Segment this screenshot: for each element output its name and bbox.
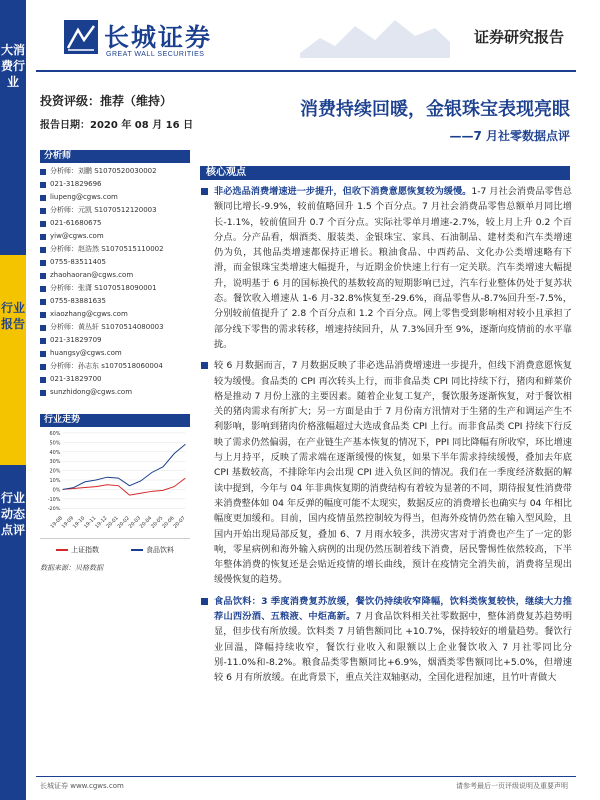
legend-label-food: 食品饮料 [146, 546, 174, 554]
x-tick-label: 19-12 [94, 515, 109, 530]
x-tick-label: 20-07 [172, 515, 187, 530]
y-tick-label: 0% [52, 487, 61, 494]
sidebar-highlight [0, 255, 26, 465]
logo-text-cn: 长城证券 [104, 23, 213, 52]
series-line-food [62, 444, 185, 489]
analyst-row [40, 256, 190, 269]
analyst-row [40, 191, 190, 204]
analyst-row-text: 分析师：赵浩然 S1070515110002 [50, 245, 164, 253]
y-tick-label: 40% [49, 449, 61, 456]
contact-icon [40, 351, 46, 357]
header-divider [36, 70, 576, 72]
analyst-row [40, 178, 190, 191]
analyst-row [40, 373, 190, 386]
contact-icon [40, 247, 46, 253]
analyst-row-text: sunzhidong@cgws.com [50, 388, 133, 396]
paragraph-text: 较 6 月数据而言，7 月数据反映了非必选品消费增速进一步提升，但线下消费意愿恢复较为缓慢。食品类的 CPI 再次转头上行，而非食品类 CPI 同比持续下行，猪肉和鲜菜价格是推动 7 月份上涨的主要因素。随着企业复工复产，餐饮服务逐渐恢复，对于餐饮相关的猪肉需求有所扩大；另一方面是由于 7 月份南方汛情对于生猪的生产和调运产生不利影响，影响到猪肉价格涨幅超过大选成食品类 CPI 上行。而非食品类 CPI 持续下行反映了需求仍然偏弱，在产业链生产基本恢复的情况下，PPI 同比降幅有所收窄，环比增速与上月持平，反映了需求端在逐渐缓慢的恢复，如果下半年需求持续缓慢，叠加去年底 CPI 基数较高，不排除年内会出现 CPI 进入负区间的情况。我们在一季度经济数据的解读中提到，今年与 04 年非典恢复期的消费结构有着较为显著的不同，期待报复性消费带来消费整体如 04 年反弹的幅度可能不太现实，数据反应的消费增长也确实与 04 年相比幅度更加缓和。目前，国内疫情虽然控制较为得当，但海外疫情仍然在输入型风险，且国内开始出现局部反复，叠加 6、7 月雨水较多，洪涝灾害对于消费也产生了一定的影响，零星病例和海外输入病例的出现仍然压制着线下消费，居民警惕性依然较高，下半年整体消费的恢复还是会贴近疫情的增长曲线，预计在疫情完全消失前，消费将呈现出缓慢恢复的趋势。 [214, 360, 572, 586]
y-tick-label: 50% [49, 440, 61, 447]
analyst-row [40, 282, 190, 295]
x-tick-label: 19-09 [60, 515, 76, 530]
analyst-row-text: 0755-83881635 [50, 297, 106, 305]
bullet-icon [201, 188, 208, 195]
contact-icon [40, 221, 46, 227]
paragraph-text: 1-7 月社会消费品零售总额同比增长-9.9%，较前值略回升 1.5 个百分点。7 月社会消费品零售总额单月同比增长-1.1%，较前值回升 0.7 个百分点。实际社零单月增速-2.7%，较上月上升 0.2 个百分点。分产品看，烟酒类、服装类、金银珠宝、家具、石油制品、建材类和汽车类增速仍为负，其他品类增速都保持正增长。粮油食品、中西药品、文化办公类增速略有下滑，而金银珠宝类增速大幅提升，与近期金价快速上行有一定关联。汽车类增速大幅提升，说明基于 6 月的国标换代的基数较高的短期影响已过，汽车行业整体仍处于复苏状态。餐饮收入增速从 1-6 月-32.8%恢复至-29.6%，商品零售从-8.7%回升至-7.5%，分别较前值提升了 2.8 个百分点和 1.2 个百分点。网上零售受到影响相对较小且承担了部分线下零售的需求转移，增速持续回升，从 7.3%回升至 9%，逐渐向疫情前的水平靠拢。 [214, 186, 572, 350]
industry-trend-panel [40, 414, 190, 573]
analyst-row [40, 243, 190, 256]
analyst-row-text: zhaohaoran@cgws.com [50, 271, 134, 279]
x-tick-label: 20-05 [150, 515, 165, 530]
contact-icon [40, 208, 46, 214]
category-sidebar [0, 0, 26, 800]
x-tick-label: 19-08 [49, 515, 64, 530]
analyst-panel [40, 150, 190, 399]
analyst-row [40, 321, 190, 334]
series-line-index [62, 478, 185, 495]
y-tick-label: 10% [49, 478, 61, 485]
y-tick-label: 60% [49, 430, 61, 437]
contact-icon [40, 312, 46, 318]
contact-icon [40, 260, 46, 266]
contact-icon [40, 195, 46, 201]
legend-label-index: 上证指数 [71, 546, 99, 554]
contact-icon [40, 390, 46, 396]
x-tick-label: 20-02 [116, 515, 131, 530]
y-tick-label: 20% [49, 468, 61, 475]
bullet-icon [201, 598, 208, 605]
analyst-row-text: xiaozhang@cgws.com [50, 310, 128, 318]
analyst-row-text: 021-61680675 [50, 219, 102, 227]
contact-icon [40, 273, 46, 279]
y-tick-label: -20% [47, 506, 61, 513]
contact-icon [40, 325, 46, 331]
analyst-list [40, 165, 190, 399]
analyst-row [40, 347, 190, 360]
analyst-row [40, 269, 190, 282]
chart-source: 数据来源：贝格数据 [40, 564, 103, 572]
bullet-icon [201, 362, 208, 369]
trend-header: 行业走势 [40, 414, 190, 427]
analyst-row-text: 分析师：张潇 S1070518090001 [50, 284, 157, 292]
legend-item-index [56, 545, 99, 555]
analyst-row [40, 360, 190, 373]
legend-swatch-red [56, 549, 68, 551]
contact-icon [40, 338, 46, 344]
report-date: 报告日期：2020 年 08 月 16 日 [40, 120, 194, 131]
industry-trend-chart [40, 427, 190, 539]
x-tick-label: 19-10 [71, 515, 87, 530]
x-tick-label: 20-03 [127, 515, 143, 530]
analyst-row [40, 217, 190, 230]
contact-icon [40, 286, 46, 292]
analyst-row [40, 308, 190, 321]
analyst-row-text: yiw@cgws.com [50, 232, 104, 240]
y-tick-label: -10% [47, 496, 61, 503]
x-tick-label: 19-11 [83, 515, 98, 530]
x-tick-label: 20-04 [138, 515, 154, 530]
paragraph-lead: 非必选品消费增速进一步提升，但收下消费意愿恢复较为缓慢。 [214, 186, 472, 197]
core-viewpoint-body [200, 184, 572, 692]
analyst-row-text: 021-31829696 [50, 180, 102, 188]
analyst-row-text: 分析师：黄丛轩 S1070514080003 [50, 323, 164, 331]
sidebar-top-label: 大消费行业 [0, 43, 25, 89]
company-logo [64, 18, 234, 62]
analyst-header: 分析师 [40, 150, 190, 163]
x-tick-label: 20-06 [161, 515, 176, 530]
investment-rating: 投资评级：推荐（维持） [40, 94, 173, 108]
analyst-row-text: 0755-83511405 [50, 258, 106, 266]
sidebar-mid-label: 行业报告 [0, 301, 25, 331]
page-subtitle: ——7 月社零数据点评 [449, 129, 570, 143]
contact-icon [40, 377, 46, 383]
y-tick-label: 30% [49, 459, 61, 466]
contact-icon [40, 182, 46, 188]
contact-icon [40, 364, 46, 370]
sidebar-bottom-label: 行业动态点评 [0, 491, 25, 537]
paragraph-text: 7 月食品饮料相关社零数据中，整体消费复苏趋势明显，但步伐有所放缓。饮料类 7 月销售额同比 +10.7%，保持较好的增量趋势。餐饮行业回温，降幅持续收窄，餐饮行业收入和限额以上企业餐饮收入 7 月社零同比分别-11.0%和-8.2%。粮食品类零售额同比+6.9%，烟酒类零售额同比+5.0%，但增速较 6 月有所放缓。在此背景下，重点关注双轴驱动，全国化进程加速，且竹叶青做大 [214, 611, 573, 684]
page-title: 消费持续回暖，金银珠宝表现亮眼 [300, 99, 570, 120]
analyst-row-text: 021-31829700 [50, 375, 102, 383]
paragraph [200, 358, 572, 587]
analyst-row [40, 165, 190, 178]
footer-divider [36, 776, 576, 777]
paragraph [200, 594, 572, 686]
contact-icon [40, 234, 46, 240]
footer-disclaimer: 请参考最后一页评级说明及重要声明 [456, 782, 568, 790]
analyst-row [40, 230, 190, 243]
legend-item-food [131, 545, 174, 555]
chart-legend [40, 545, 190, 555]
analyst-row-text: 分析师：孙志东 s1070518060004 [50, 362, 163, 370]
analyst-row [40, 204, 190, 217]
analyst-row [40, 334, 190, 347]
core-viewpoint-header: 核心观点 [200, 166, 570, 180]
paragraph [200, 184, 572, 352]
footer-website: 长城证券 www.cgws.com [40, 782, 124, 790]
contact-icon [40, 169, 46, 175]
logo-text-en: GREAT WALL SECURITIES [106, 51, 205, 58]
logo-mark-icon [64, 20, 98, 54]
report-type-label: 证券研究报告 [473, 28, 564, 46]
analyst-row-text: 021-31829709 [50, 336, 102, 344]
analyst-row-text: 分析师：刘鹏 S1070520030002 [50, 167, 157, 175]
x-tick-label: 20-01 [105, 515, 120, 530]
analyst-row [40, 386, 190, 399]
analyst-row-text: huangsy@cgws.com [50, 349, 122, 357]
legend-swatch-blue [131, 549, 143, 551]
analyst-row [40, 295, 190, 308]
paragraph-lead: 食品饮料：3 季度消费复苏放缓，餐饮仍持续收窄降幅，饮料类恢复较快，继续大力推荐山西汾酒、五粮液、中炬高新。 [214, 595, 572, 623]
analyst-row-text: liupeng@cgws.com [50, 193, 118, 201]
analyst-row-text: 分析师：元凯 S1070512120003 [50, 206, 157, 214]
contact-icon [40, 299, 46, 305]
great-wall-skyline-icon [300, 8, 450, 58]
